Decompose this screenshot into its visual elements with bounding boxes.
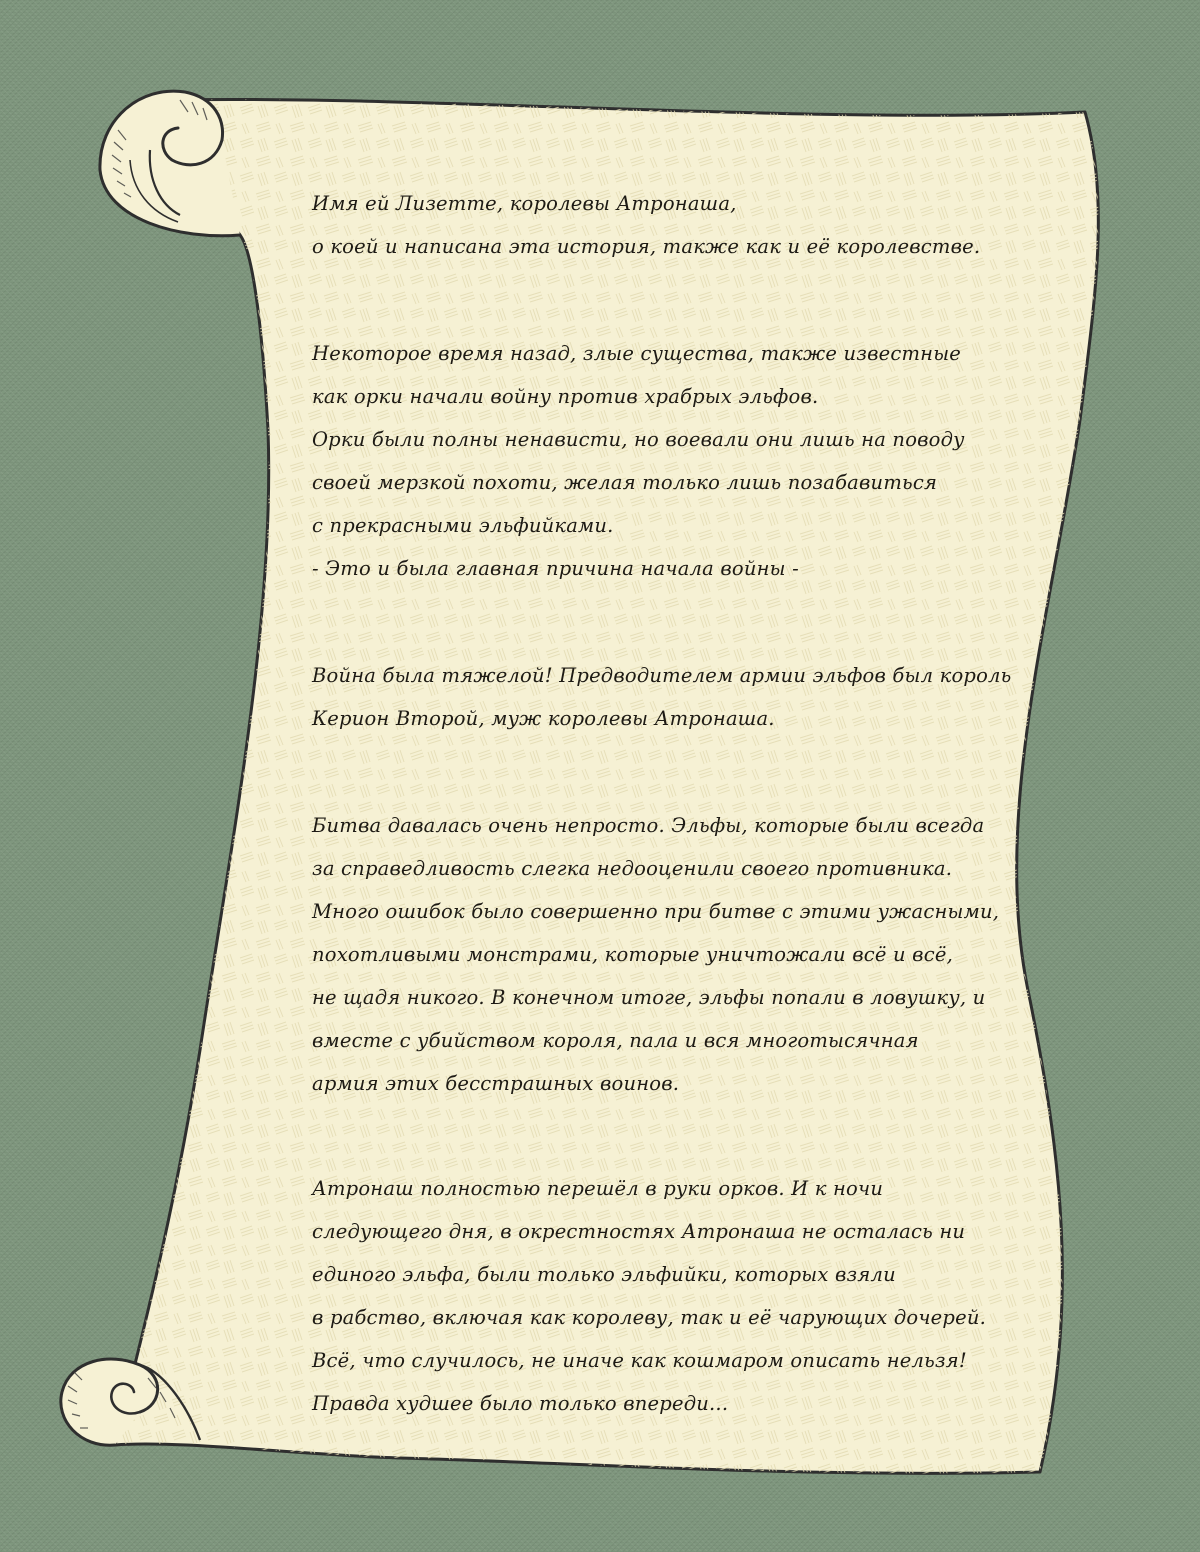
paragraph-battle [312,804,1032,1105]
story-line: Атронаш полностью перешёл в руки орков. И к ночи [312,1177,884,1200]
story-line: своей мерзкой похоти, желая только лишь позабавиться [312,471,938,494]
paragraph-intro [312,182,1032,268]
story-line: - Это и была главная причина начала войны - [312,557,799,580]
story-line: Битва давалась очень непросто. Эльфы, которые были всегда [312,814,985,837]
story-line: Война была тяжелой! Предводителем армии эльфов был король [312,664,1012,687]
paragraph-orcs [312,332,1032,590]
story-line: Много ошибок было совершенно при битве с этими ужасными, [312,900,1000,923]
story-line: вместе с убийством короля, пала и вся многотысячная [312,1029,919,1052]
story-line: единого эльфа, были только эльфийки, которых взяли [312,1263,896,1286]
story-line: Орки были полны ненависти, но воевали они лишь на поводу [312,428,965,451]
story-line: Керион Второй, муж королевы Атронаша. [312,707,775,730]
story-line: похотливыми монстрами, которые уничтожали всё и всё, [312,943,953,966]
story-line: Некоторое время назад, злые существа, также известные [312,342,962,365]
story-line: Всё, что случилось, не иначе как кошмаром описать нельзя! [312,1349,967,1372]
story-line: за справедливость слегка недооценили своего противника. [312,857,953,880]
story-line: с прекрасными эльфийками. [312,514,614,537]
story-line: Имя ей Лизетте, королевы Атронаша, [312,192,737,215]
paragraph-war [312,654,1032,740]
story-line: не щадя никого. В конечном итоге, эльфы попали в ловушку, и [312,986,986,1009]
story-line: о коей и написана эта история, также как и её королевстве. [312,235,981,258]
story-line: как орки начали войну против храбрых эльфов. [312,385,819,408]
paragraph-aftermath [312,1167,1032,1425]
story-line: в рабство, включая как королеву, так и её чарующих дочерей. [312,1306,986,1329]
story-line: Правда худшее было только впереди... [312,1392,729,1415]
story-line: следующего дня, в окрестностях Атронаша не осталась ни [312,1220,966,1243]
story-line: армия этих бесстрашных воинов. [312,1072,680,1095]
story-text [312,182,1032,1425]
